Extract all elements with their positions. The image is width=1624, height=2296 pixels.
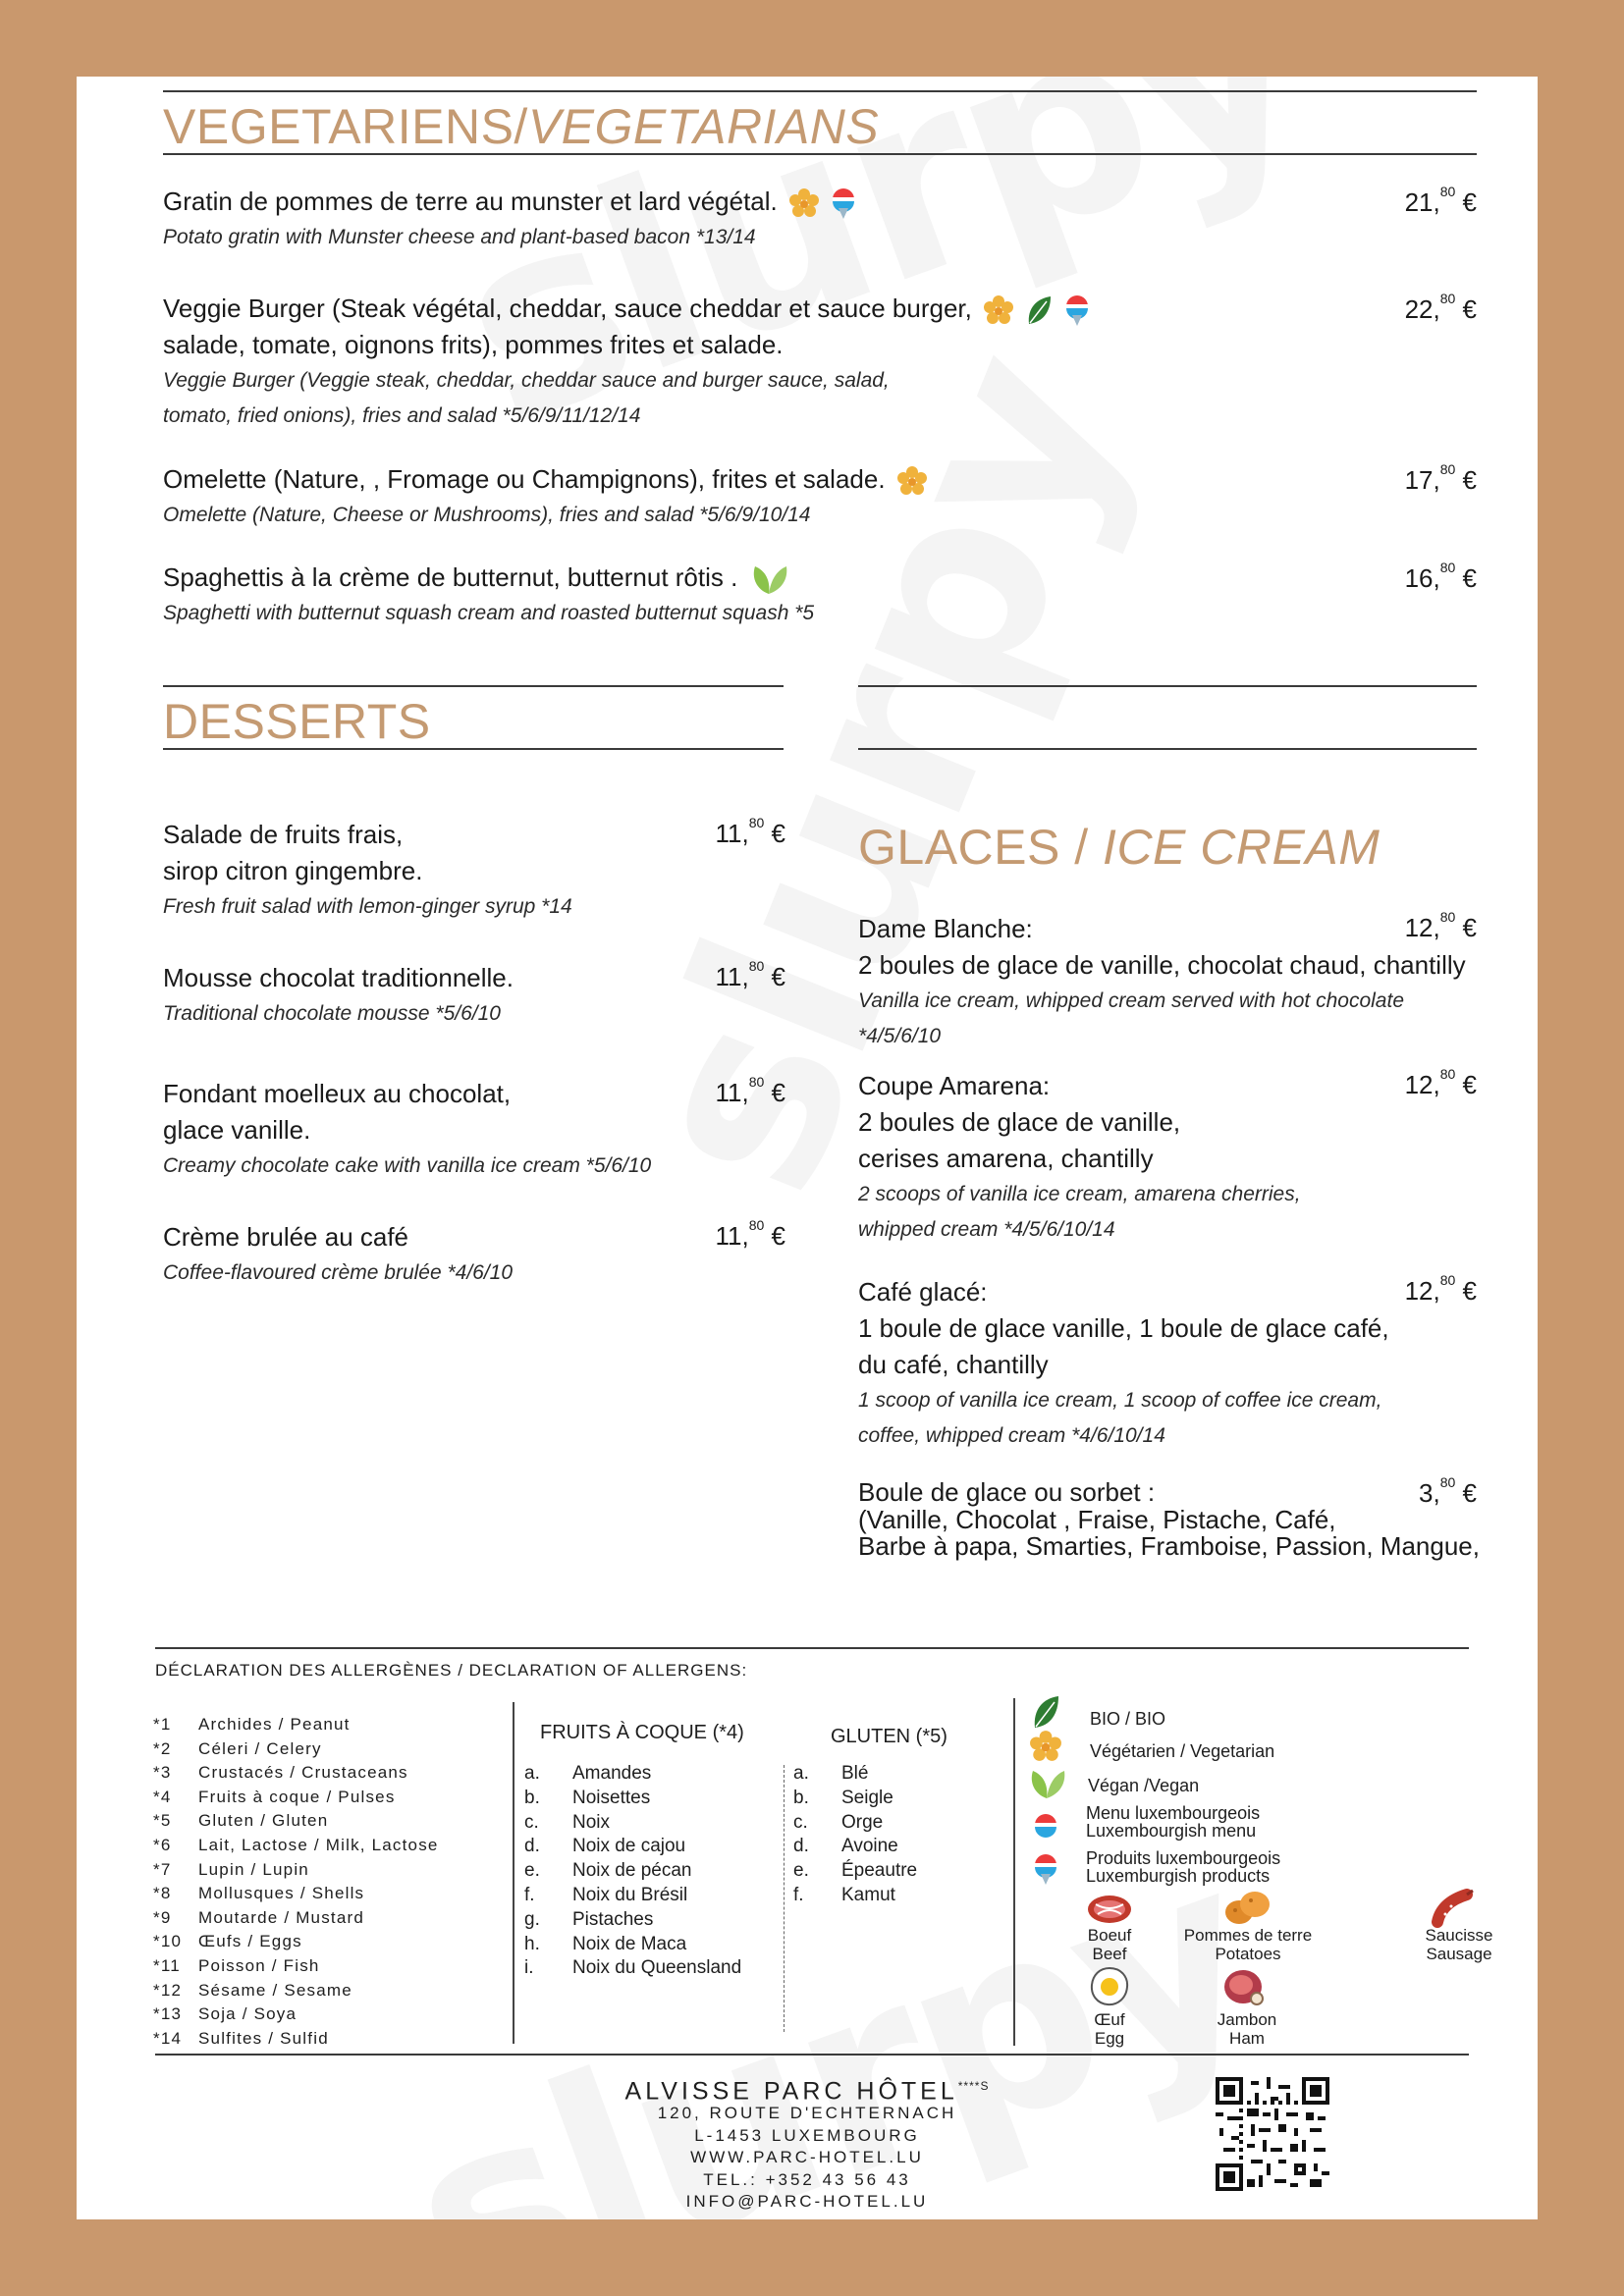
item-name: Fondant moelleux au chocolat, (163, 1079, 512, 1108)
item-name-continued: sirop citron gingembre. (163, 856, 423, 885)
item-description-continued: Barbe à papa, Smarties, Framboise, Passion, Mangue, (858, 1531, 1480, 1561)
item-name: Omelette (Nature, , Fromage ou Champignons), frites et salade. (163, 464, 886, 494)
item-translation: 2 scoops of vanilla ice cream, amarena cherries, (858, 1183, 1301, 1205)
menu-item (163, 461, 928, 533)
gluten-entry: a. Blé (793, 1763, 869, 1784)
menu-item (858, 911, 1487, 1054)
allergen-entry: *14 Sulfites / Sulfid (153, 2028, 329, 2048)
bio-leaf-icon (1025, 294, 1053, 326)
menu-item (163, 960, 713, 1032)
section-rule (858, 685, 1477, 687)
menu-page (77, 77, 1538, 2219)
luxembourgish-products-icon (831, 187, 856, 220)
item-name: Boule de glace ou sorbet : (858, 1477, 1156, 1507)
allergen-entry: *8 Mollusques / Shells (153, 1884, 365, 1903)
nut-entry: c. Noix (524, 1811, 611, 1833)
menu-item (163, 817, 713, 925)
item-description: 1 boule de glace vanille, 1 boule de glace café, (858, 1313, 1389, 1343)
allergen-entry: *6 Lait, Lactose / Milk, Lactose (153, 1835, 439, 1854)
gluten-entry: b. Seigle (793, 1787, 893, 1808)
nut-entry: h. Noix de Maca (524, 1933, 687, 1954)
bio-leaf-icon (1031, 1694, 1060, 1730)
qr-code[interactable] (1216, 2077, 1329, 2191)
gluten-entry: f. Kamut (793, 1884, 895, 1905)
section-rule (163, 90, 1477, 92)
section-rule (163, 153, 1477, 155)
website-link[interactable]: WWW.PARC-HOTEL.LU (690, 2148, 924, 2166)
address-line: 120, ROUTE D'ECHTERNACH (657, 2104, 957, 2122)
item-price: 16,80 € (1404, 560, 1477, 593)
menu-item (858, 1068, 1487, 1248)
legend-lux-products: Produits luxembourgeois Luxemburgish products (1086, 1848, 1281, 1886)
item-translation: Omelette (Nature, Cheese or Mushrooms), fries and salad *5/6/9/10/14 (163, 504, 811, 526)
item-description: 2 boules de glace de vanille, (858, 1107, 1181, 1137)
item-translation: Veggie Burger (Veggie steak, cheddar, cheddar sauce and burger sauce, salad, (163, 369, 890, 393)
allergen-entry: *10 Œufs / Eggs (153, 1932, 302, 1951)
nut-entry: e. Noix de pécan (524, 1860, 692, 1882)
item-translation: Coffee-flavoured crème brulée *4/6/10 (163, 1261, 514, 1284)
desserts-title: DESSERTS (163, 694, 431, 749)
allergen-list (153, 1713, 439, 2051)
allergen-top-rule (155, 1647, 1469, 1649)
legend-vegetarian: Végétarien / Vegetarian (1090, 1741, 1275, 1761)
allergen-entry: *13 Soja / Soya (153, 2004, 298, 2024)
item-name: Salade de fruits frais, (163, 820, 404, 849)
item-description: (Vanille, Chocolat , Fraise, Pistache, Café, (858, 1505, 1336, 1534)
item-translation-continued: *4/5/6/10 (858, 1025, 942, 1047)
item-translation: 1 scoop of vanilla ice cream, 1 scoop of coffee ice cream, (858, 1389, 1382, 1412)
item-name: Veggie Burger (Steak végétal, cheddar, sauce cheddar et sauce burger, (163, 294, 972, 323)
item-name-continued: salade, tomate, oignons frits), pommes frites et salade. (163, 330, 784, 360)
column-divider (513, 1702, 514, 2044)
item-description-continued: du café, chantilly (858, 1350, 1049, 1379)
legend-beef: Boeuf Beef (1087, 1926, 1132, 1963)
column-divider (1013, 1698, 1015, 2046)
allergen-entry: *5 Gluten / Gluten (153, 1811, 329, 1831)
vegetarian-icon (896, 465, 928, 497)
vegetarians-title: VEGETARIENS/VEGETARIANS (163, 99, 880, 154)
nuts-title: FRUITS À COQUE (*4) (540, 1722, 744, 1743)
gluten-entry: c. Orge (793, 1811, 884, 1833)
item-translation-continued: coffee, whipped cream *4/6/10/14 (858, 1424, 1165, 1447)
section-rule (163, 685, 784, 687)
item-price: 3,80 € (1419, 1474, 1477, 1508)
item-price: 12,80 € (1404, 1066, 1477, 1099)
nut-entry: i. Noix du Queensland (524, 1957, 742, 1979)
gluten-entry: e. Épeautre (793, 1860, 918, 1882)
item-price: 21,80 € (1404, 184, 1477, 217)
item-price: 22,80 € (1404, 291, 1477, 324)
allergen-entry: *9 Moutarde / Mustard (153, 1907, 364, 1927)
column-divider (784, 1765, 785, 2032)
item-translation: Spaghetti with butternut squash cream and roasted butternut squash *5 (163, 602, 815, 625)
item-translation: Vanilla ice cream, whipped cream served with hot chocolate (858, 989, 1404, 1012)
item-name: Coupe Amarena: (858, 1071, 1051, 1100)
ham-icon (1221, 1965, 1267, 2008)
legend-lux-menu: Menu luxembourgeois Luxembourgish menu (1086, 1803, 1261, 1841)
item-name: Mousse chocolat traditionnelle. (163, 963, 514, 992)
nut-entry: b. Noisettes (524, 1787, 651, 1808)
luxembourgish-menu-icon (1033, 1812, 1058, 1838)
nut-entry: d. Noix de cajou (524, 1836, 686, 1857)
item-description: 2 boules de glace de vanille, chocolat chaud, chantilly (858, 950, 1466, 980)
gluten-title: GLUTEN (*5) (831, 1726, 947, 1747)
vegan-icon (749, 562, 788, 596)
item-name-continued: glace vanille. (163, 1115, 311, 1145)
hotel-name: ALVISSE PARC $HÔTEL^{****S}$ (624, 2077, 990, 2106)
section-rule (858, 748, 1477, 750)
legend-potatoes: Pommes de terre Potatoes (1183, 1926, 1313, 1963)
item-name: Café glacé: (858, 1277, 988, 1307)
menu-item (858, 1474, 1487, 1561)
menu-item (163, 1219, 713, 1291)
item-translation: Potato gratin with Munster cheese and plant-based bacon *13/14 (163, 226, 756, 249)
nut-entry: a. Amandes (524, 1763, 652, 1784)
address-line: L-1453 LUXEMBOURG (694, 2126, 920, 2145)
hotel-stars: ****S (957, 2079, 990, 2093)
legend-ham: Jambon Ham (1217, 2010, 1277, 2048)
vegan-icon (1027, 1767, 1066, 1800)
allergen-entry: *4 Fruits à coque / Pulses (153, 1787, 396, 1806)
menu-item (163, 184, 856, 255)
legend-egg: Œuf Egg (1094, 2010, 1125, 2048)
phone-number[interactable]: TEL.: +352 43 56 43 (703, 2170, 911, 2189)
menu-item (163, 560, 814, 631)
email-link[interactable]: INFO@PARC-HOTEL.LU (685, 2192, 929, 2211)
item-description-continued: cerises amarena, chantilly (858, 1144, 1154, 1173)
luxembourgish-products-icon (1064, 294, 1090, 327)
item-price: 11,80 € (715, 1074, 785, 1107)
item-name: Crème brulée au café (163, 1222, 409, 1252)
allergen-entry: *7 Lupin / Lupin (153, 1859, 309, 1879)
legend-sausage: Saucisse Sausage (1425, 1926, 1493, 1963)
nuts-list (524, 1762, 741, 1981)
allergen-entry: *1 Archides / Peanut (153, 1715, 351, 1734)
allergens-title: DÉCLARATION DES ALLERGÈNES / DECLARATION OF ALLERGENS: (155, 1661, 748, 1680)
allergen-entry: *2 Céleri / Celery (153, 1738, 322, 1758)
sausage-icon (1432, 1889, 1477, 1928)
menu-item (858, 1274, 1487, 1454)
gluten-list (793, 1762, 917, 1908)
item-translation-continued: tomato, fried onions), fries and salad *5/6/9/11/12/14 (163, 404, 641, 428)
item-price: 12,80 € (1404, 1272, 1477, 1306)
allergen-entry: *12 Sésame / Sesame (153, 1980, 352, 2000)
item-price: 11,80 € (715, 815, 785, 848)
legend-bio: BIO / BIO (1090, 1709, 1166, 1729)
beef-icon (1086, 1893, 1133, 1926)
gluten-entry: d. Avoine (793, 1836, 898, 1857)
item-price: 11,80 € (715, 1217, 785, 1251)
allergen-bottom-rule (155, 2054, 1469, 2056)
item-translation: Fresh fruit salad with lemon-ginger syrup *14 (163, 895, 572, 918)
vegetarian-icon (1029, 1730, 1062, 1763)
luxembourgish-products-icon (1033, 1851, 1058, 1887)
nut-entry: g. Pistaches (524, 1908, 654, 1930)
legend-vegan: Végan /Vegan (1088, 1776, 1200, 1795)
potato-icon (1221, 1889, 1272, 1928)
ice-cream-title: GLACES / ICE CREAM (858, 820, 1380, 875)
menu-item (163, 1076, 752, 1184)
menu-item (163, 291, 1090, 434)
item-translation-continued: whipped cream *4/5/6/10/14 (858, 1218, 1115, 1241)
item-price: 12,80 € (1404, 909, 1477, 942)
item-price: 11,80 € (715, 958, 785, 991)
allergen-entry: *11 Poisson / Fish (153, 1955, 320, 1975)
vegetarian-icon (983, 294, 1014, 326)
item-price: 17,80 € (1404, 461, 1477, 495)
item-translation: Traditional chocolate mousse *5/6/10 (163, 1002, 501, 1025)
item-name: Dame Blanche: (858, 914, 1033, 943)
item-name: Gratin de pommes de terre au munster et lard végétal. (163, 187, 778, 216)
vegetarian-icon (788, 187, 820, 219)
section-rule (163, 748, 784, 750)
egg-icon (1088, 1965, 1131, 2008)
nut-entry: f. Noix du Brésil (524, 1884, 688, 1905)
allergen-entry: *3 Crustacés / Crustaceans (153, 1763, 408, 1783)
item-name: Spaghettis à la crème de butternut, butternut rôtis . (163, 562, 738, 592)
item-translation: Creamy chocolate cake with vanilla ice cream *5/6/10 (163, 1154, 652, 1177)
